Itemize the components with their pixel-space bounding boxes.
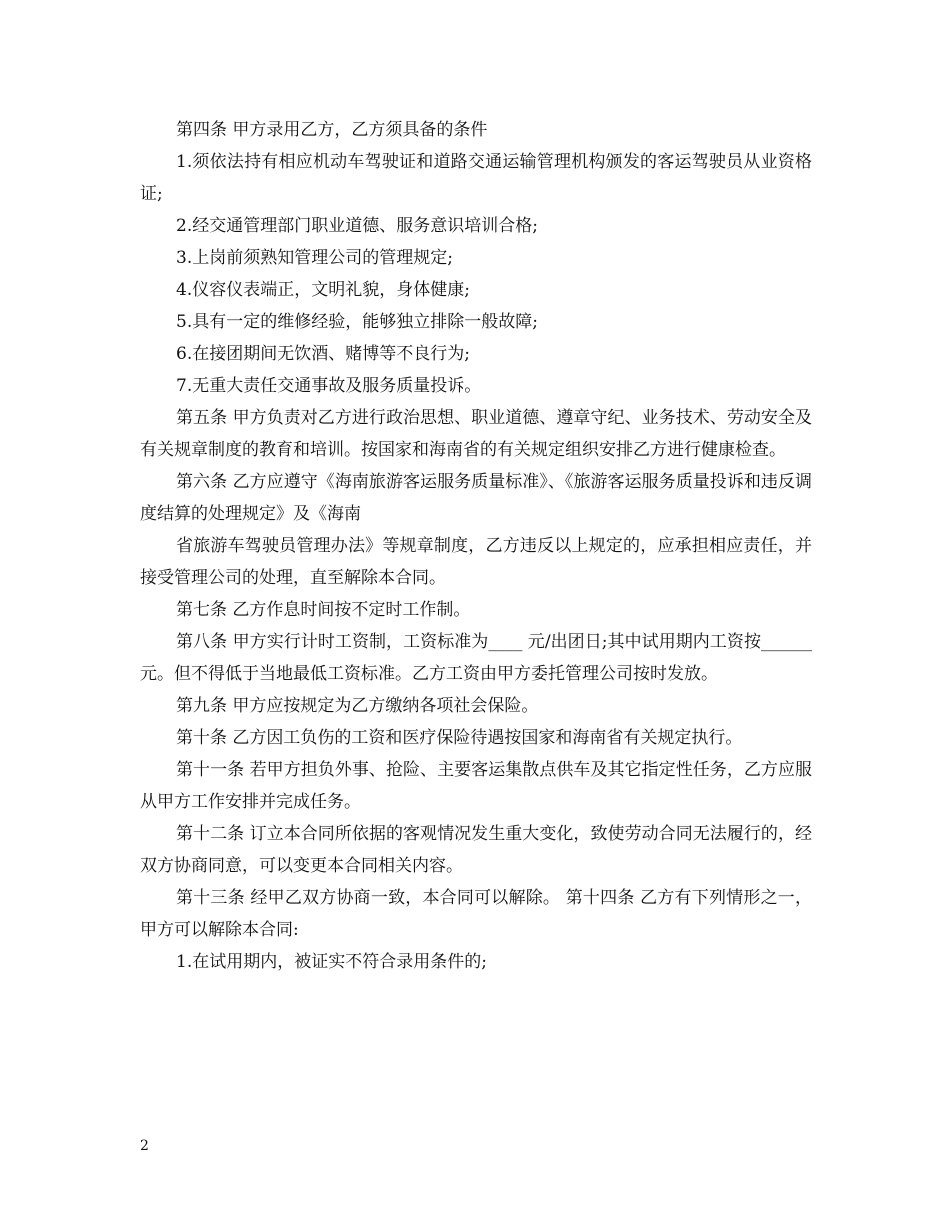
condition-item-6: 6.在接团期间无饮酒、赌博等不良行为; xyxy=(176,344,470,364)
article-7: 第七条 乙方作息时间按不定时工作制。 xyxy=(176,600,471,620)
article-6: 第六条 乙方应遵守《海南旅游客运服务质量标准》、《旅游客运服务质量投诉和违反调度结算的处理规定》及《海南 xyxy=(140,472,812,524)
article-5: 第五条 甲方负责对乙方进行政治思想、职业道德、遵章守纪、业务技术、劳动安全及有关规章制度的教育和培训。按国家和海南省的有关规定组织安排乙方进行健康检查。 xyxy=(140,408,812,460)
page-number: 2 xyxy=(140,1138,149,1154)
article-8: 第八条 甲方实行计时工资制，工资标准为____ 元/出团日;其中试用期内工资按______元。但不得低于当地最低工资标准。乙方工资由甲方委托管理公司按时发放。 xyxy=(140,632,812,684)
article-13-14: 第十三条 经甲乙双方协商一致，本合同可以解除。 第十四条 乙方有下列情形之一，甲方可以解除本合同: xyxy=(140,888,812,940)
termination-item-1: 1.在试用期内，被证实不符合录用条件的; xyxy=(176,952,487,972)
article-11: 第十一条 若甲方担负外事、抢险、主要客运集散点供车及其它指定性任务，乙方应服从甲方工作安排并完成任务。 xyxy=(140,760,812,812)
article-10: 第十条 乙方因工负伤的工资和医疗保险待遇按国家和海南省有关规定执行。 xyxy=(176,728,743,748)
article-12: 第十二条 订立本合同所依据的客观情况发生重大变化，致使劳动合同无法履行的，经双方协商同意，可以变更本合同相关内容。 xyxy=(140,824,812,876)
condition-item-7: 7.无重大责任交通事故及服务质量投诉。 xyxy=(176,376,482,396)
condition-item-1: 1.须依法持有相应机动车驾驶证和道路交通运输管理机构颁发的客运驾驶员从业资格证; xyxy=(140,152,812,204)
article-9: 第九条 甲方应按规定为乙方缴纳各项社会保险。 xyxy=(176,696,539,716)
article-4-heading: 第四条 甲方录用乙方，乙方须具备的条件 xyxy=(176,120,488,140)
document-body xyxy=(140,114,812,978)
condition-item-2: 2.经交通管理部门职业道德、服务意识培训合格; xyxy=(176,216,538,236)
condition-item-4: 4.仪容仪表端正，文明礼貌，身体健康; xyxy=(176,280,470,300)
article-6-continued: 省旅游车驾驶员管理办法》等规章制度，乙方违反以上规定的，应承担相应责任，并接受管理公司的处理，直至解除本合同。 xyxy=(140,536,812,588)
condition-item-5: 5.具有一定的维修经验，能够独立排除一般故障; xyxy=(176,312,538,332)
condition-item-3: 3.上岗前须熟知管理公司的管理规定; xyxy=(176,248,453,268)
